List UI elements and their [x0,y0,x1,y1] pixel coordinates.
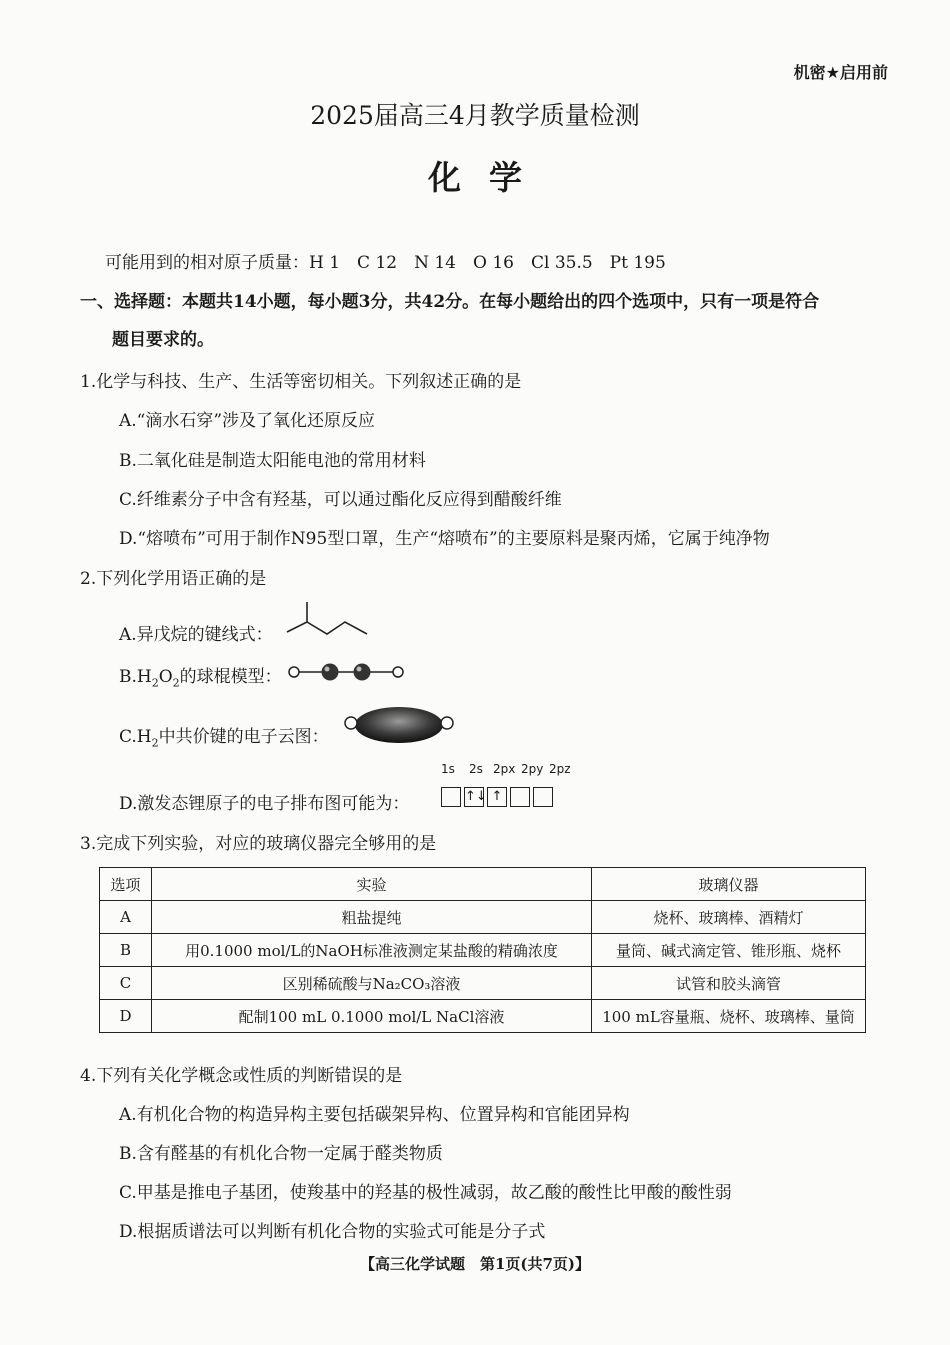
table-cell: 试管和胶头滴管 [592,967,866,1000]
isopentane-skeletal-formula [283,600,373,642]
q4-stem: 4.下列有关化学概念或性质的判断错误的是 [80,1066,403,1086]
orbital-label-2s: 2s [469,762,483,776]
q2-option-c: $C.H_2$中共价键的电子云图： [119,727,329,750]
q4-option-b: B.含有醛基的有机化合物一定属于醛类物质 [119,1144,443,1164]
table-row [100,967,866,1000]
table-cell: D [100,1000,152,1033]
table-cell: C [100,967,152,1000]
h2o2-ball-stick-model [286,660,408,684]
orbital-box-2pz [533,787,553,807]
orbital-label-2py: 2py [521,762,544,776]
orbital-box-2px: ↑ [487,787,507,807]
q4-option-d: D.根据质谱法可以判断有机化合物的实验式可能是分子式 [119,1222,546,1242]
table-header-glassware: 玻璃仪器 [592,868,866,901]
table-cell: 区别稀硫酸与Na₂CO₃溶液 [152,967,592,1000]
orbital-diagram [441,787,556,807]
table-cell: 量筒、碱式滴定管、锥形瓶、烧杯 [592,934,866,967]
table-row [100,934,866,967]
table-header-row [100,868,866,901]
table-header-option: 选项 [100,868,152,901]
table-cell: 100 mL容量瓶、烧杯、玻璃棒、量筒 [592,1000,866,1033]
q1-option-d: D.“熔喷布”可用于制作N95型口罩，生产“熔喷布”的主要原料是聚丙烯，它属于纯净物 [119,529,770,549]
q1-option-b: B.二氧化硅是制造太阳能电池的常用材料 [119,451,426,471]
orbital-label-2px: 2px [493,762,516,776]
table-header-experiment: 实验 [152,868,592,901]
page-footer: 【高三化学试题 第1页(共7页)】 [359,1255,591,1273]
section-heading-line1: 一、选择题：本题共14小题，每小题3分，共42分。在每小题给出的四个选项中，只有一项是符合 [80,292,820,312]
orbital-box-1s [441,787,461,807]
atomic-masses: 可能用到的相对原子质量：H 1 C 12 N 14 O 16 Cl 35.5 Pt 195 [105,253,666,273]
subject-title: 化学 [428,158,550,197]
h2-electron-cloud-diagram [343,704,455,746]
q2-stem: 2.下列化学用语正确的是 [80,569,267,589]
q1-stem: 1.化学与科技、生产、生活等密切相关。下列叙述正确的是 [80,372,522,392]
q2-option-a: A.异戊烷的键线式： [119,625,273,645]
table-cell: B [100,934,152,967]
table-cell: 配制100 mL 0.1000 mol/L NaCl溶液 [152,1000,592,1033]
table-row [100,1000,866,1033]
q1-option-a: A.“滴水石穿”涉及了氧化还原反应 [119,411,376,431]
section-heading-line2: 题目要求的。 [112,330,214,350]
q3-table [99,867,866,1033]
q4-option-a: A.有机化合物的构造异构主要包括碳架异构、位置异构和官能团异构 [119,1105,630,1125]
orbital-label-1s: 1s [441,762,455,776]
table-cell: 粗盐提纯 [152,901,592,934]
orbital-box-2py [510,787,530,807]
q2-option-b: $B.H_2O_2$的球棍模型： [119,667,282,690]
table-cell: 烧杯、玻璃棒、酒精灯 [592,901,866,934]
orbital-box-2s: ↑↓ [464,787,484,807]
table-row [100,901,866,934]
q3-stem: 3.完成下列实验，对应的玻璃仪器完全够用的是 [80,834,437,854]
confidential-mark: 机密★启用前 [793,63,888,82]
orbital-label-2pz: 2pz [549,762,571,776]
q2-option-d: D.激发态锂原子的电子排布图可能为： [119,794,410,814]
exam-title: 2025届高三4月教学质量检测 [310,101,640,130]
table-cell: A [100,901,152,934]
q1-option-c: C.纤维素分子中含有羟基，可以通过酯化反应得到醋酸纤维 [119,490,562,510]
table-cell: 用0.1000 mol/L的NaOH标准液测定某盐酸的精确浓度 [152,934,592,967]
q4-option-c: C.甲基是推电子基团，使羧基中的羟基的极性减弱，故乙酸的酸性比甲酸的酸性弱 [119,1183,732,1203]
